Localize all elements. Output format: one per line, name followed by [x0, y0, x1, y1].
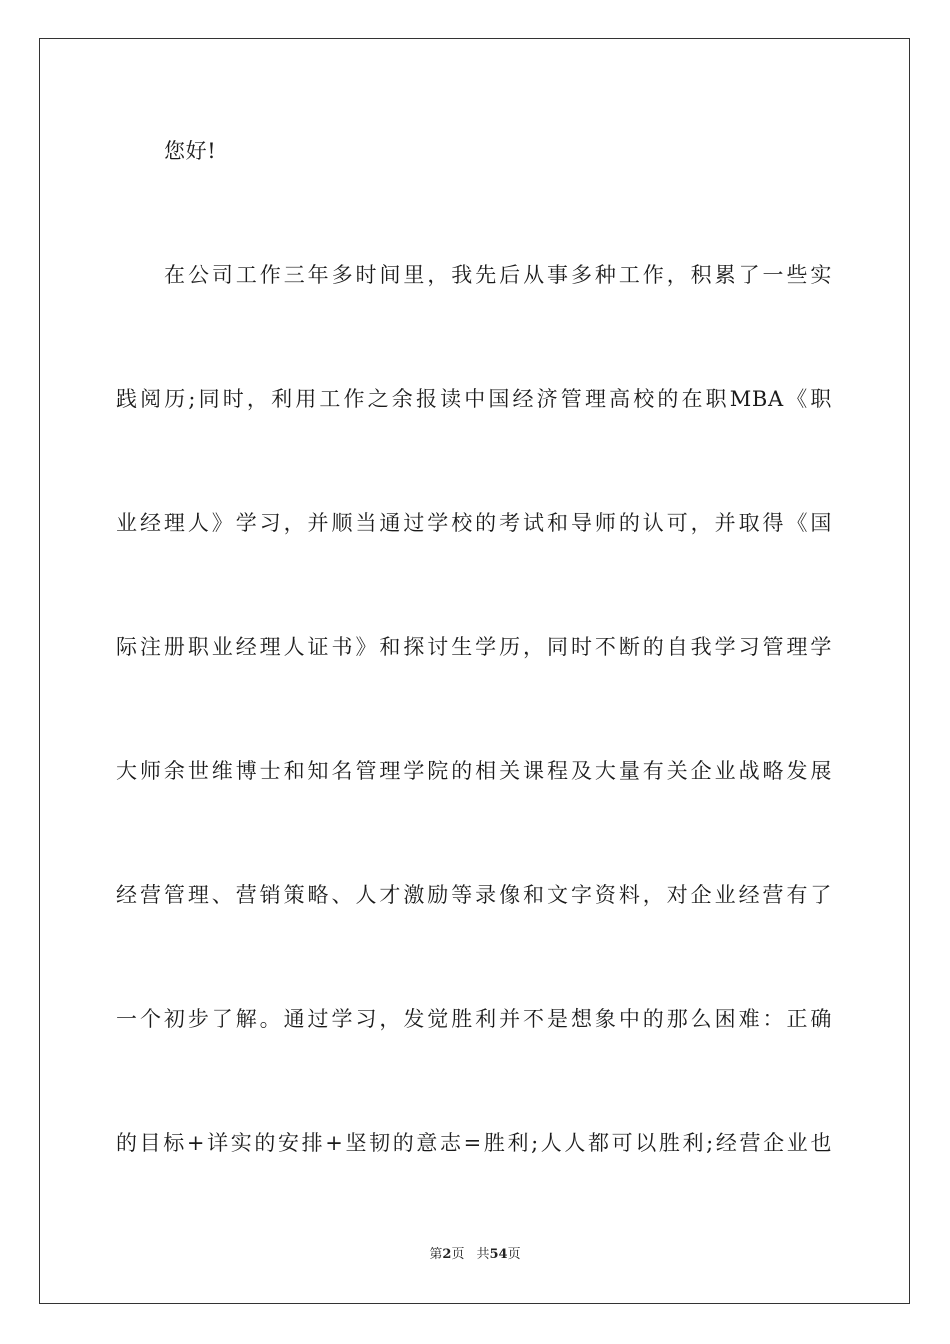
- page-number: 2: [442, 1247, 452, 1262]
- total-prefix: 共: [476, 1247, 490, 1262]
- paragraph-line-5: 大师余世维博士和知名管理学院的相关课程及大量有关企业战略发展: [116, 759, 832, 783]
- paragraph-line-2: 践阅历;同时，利用工作之余报读中国经济管理高校的在职MBA《职: [116, 387, 832, 411]
- paragraph-line-3: 业经理人》学习，并顺当通过学校的考试和导师的认可，并取得《国: [116, 511, 832, 535]
- page-footer: [0, 1246, 950, 1264]
- total-pages: 54: [489, 1247, 508, 1262]
- paragraph-line-6: 经营管理、营销策略、人才激励等录像和文字资料，对企业经营有了: [116, 883, 832, 907]
- total-suffix: 页: [507, 1247, 521, 1262]
- page-border: [39, 38, 910, 1304]
- paragraph-line-1: 在公司工作三年多时间里，我先后从事多种工作，积累了一些实: [164, 263, 832, 287]
- page-number-label: [429, 1247, 464, 1262]
- paragraph-line-8: 的目标+详实的安排+坚韧的意志=胜利;人人都可以胜利;经营企业也: [116, 1131, 832, 1155]
- total-pages-label: [476, 1247, 520, 1262]
- page-prefix: 第: [429, 1247, 443, 1262]
- page-suffix: 页: [451, 1247, 465, 1262]
- greeting: 您好!: [164, 139, 217, 163]
- paragraph-line-4: 际注册职业经理人证书》和探讨生学历，同时不断的自我学习管理学: [116, 635, 832, 659]
- paragraph-line-7: 一个初步了解。通过学习，发觉胜利并不是想象中的那么困难：正确: [116, 1007, 832, 1031]
